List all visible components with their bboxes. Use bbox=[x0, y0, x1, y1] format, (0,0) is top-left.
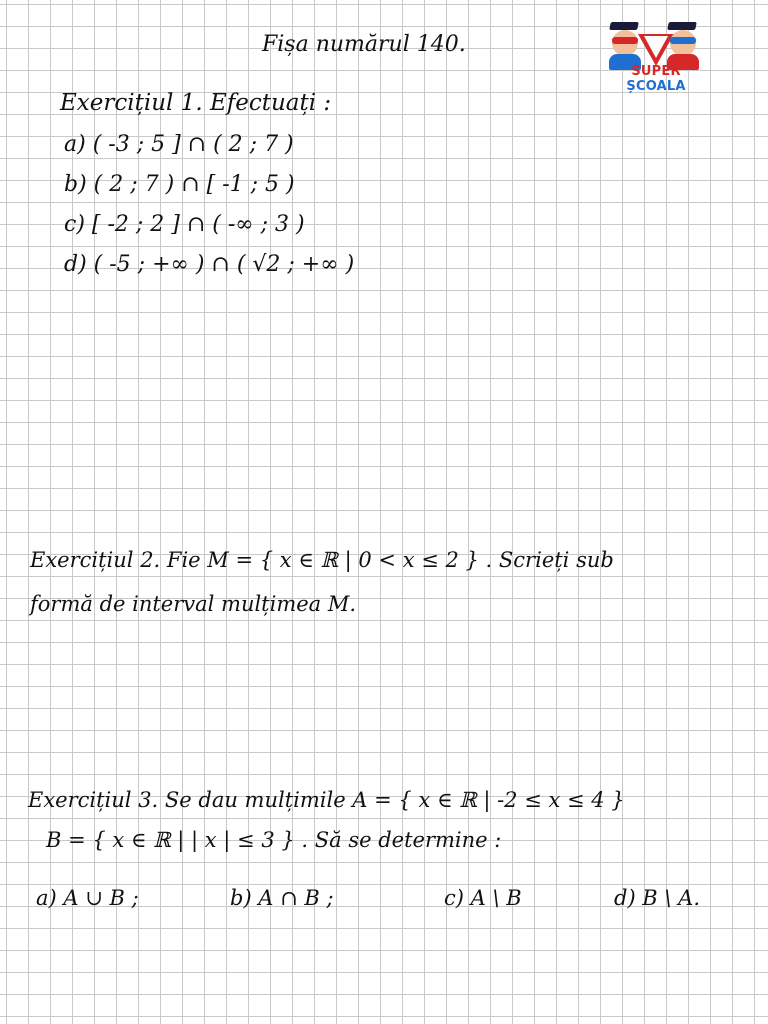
super-scoala-logo bbox=[600, 22, 712, 94]
exercise-1-heading: Exercițiul 1. Efectuați : bbox=[60, 90, 332, 116]
exercise-3-part-d: d) B \ A. bbox=[614, 886, 701, 910]
logo-wordmark: SUPER ȘCOALA bbox=[626, 64, 686, 94]
exercise-1-item-b: b) ( 2 ; 7 ) ∩ [ -1 ; 5 ) bbox=[64, 172, 295, 197]
exercise-3-line-2: B = { x ∈ ℝ | | x | ≤ 3 } . Să se determine : bbox=[46, 828, 502, 852]
exercise-3-part-a: a) A ∪ B ; bbox=[36, 886, 139, 910]
exercise-1-item-c: c) [ -2 ; 2 ] ∩ ( -∞ ; 3 ) bbox=[64, 212, 305, 237]
exercise-3-line-1: Exercițiul 3. Se dau mulțimile A = { x ∈ ℝ | -2 ≤ x ≤ 4 } bbox=[28, 788, 625, 812]
exercise-2-line-1: Exercițiul 2. Fie M = { x ∈ ℝ | 0 < x ≤ 2 } . Scrieți sub bbox=[30, 548, 614, 572]
exercise-1-item-d: d) ( -5 ; +∞ ) ∩ ( √2 ; +∞ ) bbox=[64, 252, 355, 277]
exercise-3-part-c: c) A \ B bbox=[444, 886, 522, 910]
exercise-1-item-a: a) ( -3 ; 5 ] ∩ ( 2 ; 7 ) bbox=[64, 132, 294, 157]
page-title: Fișa numărul 140. bbox=[262, 32, 466, 57]
exercise-3-part-b: b) A ∩ B ; bbox=[230, 886, 334, 910]
exercise-2-line-2: formă de interval mulțimea M. bbox=[30, 592, 357, 616]
